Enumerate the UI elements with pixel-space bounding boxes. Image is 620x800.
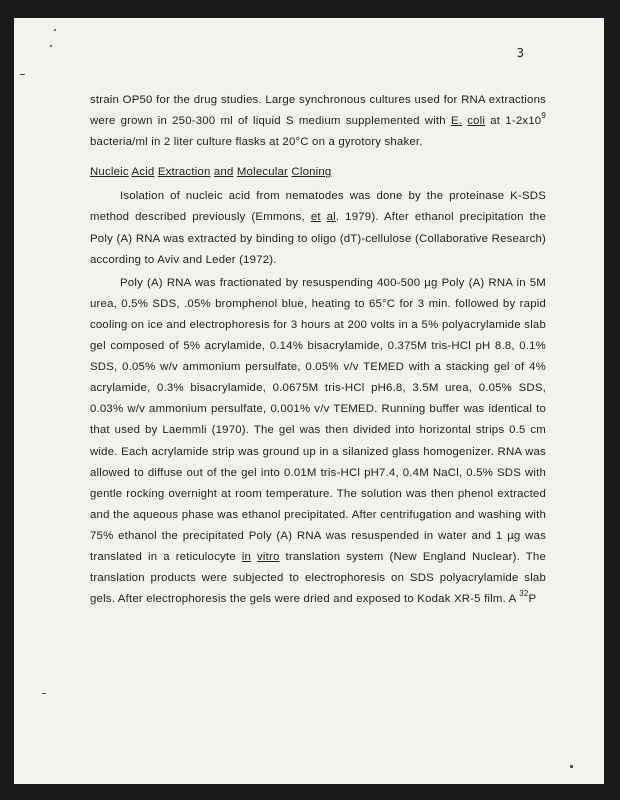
heading-word: Extraction [157, 166, 211, 179]
isotope-mass-number: 32 [519, 589, 529, 599]
section-heading [90, 162, 546, 183]
in-vitro-vitro: vitro [256, 550, 280, 563]
heading-word: Acid [131, 166, 155, 179]
paragraph-2-text-a: Isolation of nucleic acid from nematodes was done by the proteinase K-SDS method described previously (Emmons, [90, 190, 546, 224]
paragraph-3-text-c: P [528, 593, 537, 606]
scan-speck [42, 693, 46, 694]
paragraph-3-text-b: translation system (New England Nuclear). The translation products were subjected to electrophoresis on SDS polyacrylamide slab gels. After electrophoresis the gels were dried and exposed to Kodak XR-5 film. A [90, 550, 546, 606]
heading-word: and [213, 166, 234, 179]
in-vitro-in: in [241, 550, 251, 563]
paragraph-3 [90, 273, 546, 611]
document-page [14, 18, 604, 784]
paragraph-1-text-c: bacteria/ml in 2 liter culture flasks at 20°C on a gyrotory shaker. [90, 136, 423, 149]
citation-et: et [310, 211, 321, 224]
ecoli-species: coli [467, 115, 486, 128]
scan-speck [570, 765, 573, 768]
paragraph-1-text-b: at 1-2x10 [485, 115, 542, 128]
scan-speck [50, 45, 52, 47]
heading-word: Molecular [236, 166, 289, 179]
paragraph-3-text-a: Poly (A) RNA was fractionated by resuspending 400-500 µg Poly (A) RNA in 5M urea, 0.5% SDS, .05% bromphenol blue, heating to 65°C for 3 min. followed by rapid cooling on ice and electrophoresis for 3 hours at 200 volts in a 5% polyacrylamide slab gel composed of 5% acrylamide, 0.14% bisacrylamide, 0.375M tris-HCl pH 8.8, 0.1% SDS, 0.05% w/v ammonium persulfate, 0.05% v/v TEMED with a stacking gel of 4% acrylamide, 0.3% bisacrylamide, 0.0675M tris-HCl pH6.8, 3.5M urea, 0.05% SDS, 0.03% w/v ammonium persulfate, 0.001% v/v TEMED. Running buffer was identical to that used by Laemmli (1970). The gel was then divided into horizontal strips 0.5 cm wide. Each acrylamide strip was ground up in a silanized glass homogenizer. RNA was allowed to diffuse out of the gel into 0.01M tris-HCl pH7.4, 0.4M NaCl, 0.5% SDS with gentle rocking overnight at room temperature. The solution was then phenol extracted and the aqueous phase was ethanol precipitated. After centrifugation and washing with 75% ethanol the precipitated Poly (A) RNA was resuspended in water and 1 µg was translated in a reticulocyte [90, 276, 546, 563]
paragraph-1-text-a: strain OP50 for the drug studies. Large synchronous cultures used for RNA extractions were grown in 250-300 ml of liquid S medium supplemented with [90, 94, 546, 128]
paragraph-1 [90, 90, 546, 153]
heading-word: Nucleic [90, 166, 129, 179]
scan-speck [20, 74, 25, 75]
ecoli-genus: E. [450, 115, 463, 128]
exponent: 9 [541, 111, 546, 121]
paragraph-2 [90, 186, 546, 270]
paragraph-2-text-b: . 1979). After ethanol precipitation the Poly (A) RNA was extracted by binding to oligo (dT)-cellulose (Collaborative Research) according to Aviv and Leder (1972). [90, 211, 546, 266]
scan-speck [54, 29, 56, 31]
citation-al: al [326, 211, 336, 224]
heading-word: Cloning [291, 166, 332, 179]
body-text [90, 90, 546, 610]
page-number: 3 [516, 46, 524, 60]
